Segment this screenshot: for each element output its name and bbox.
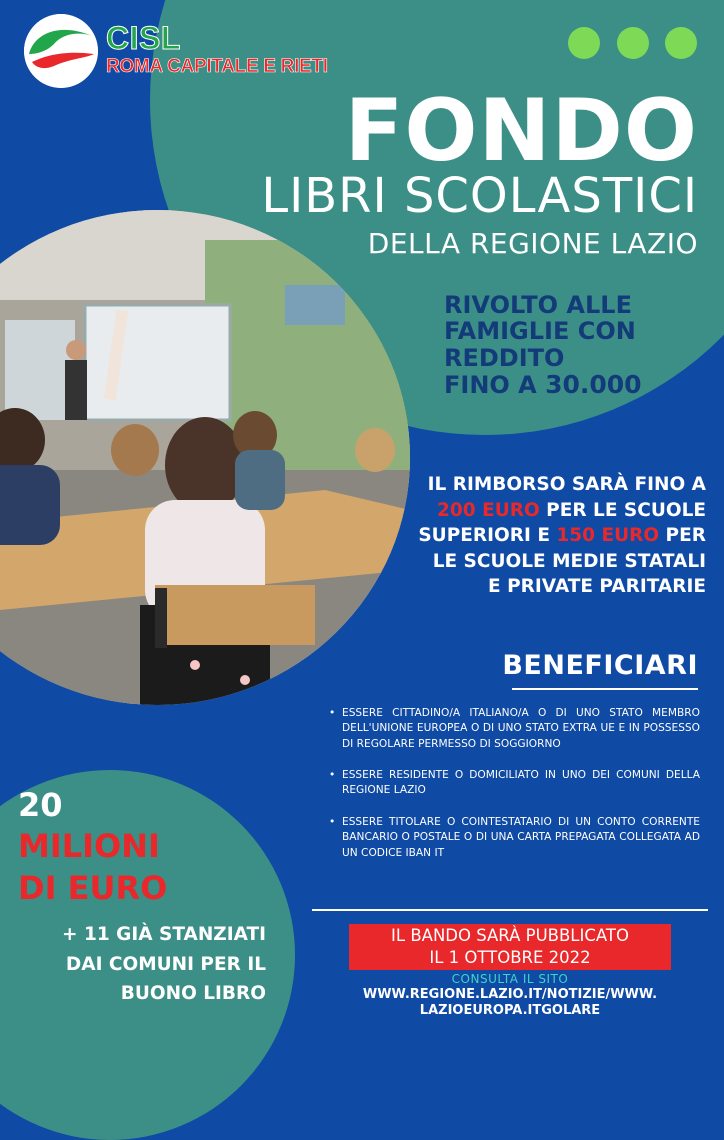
list-item: • ESSERE RESIDENTE O DOMICILIATO IN UNO DEI COMUNI DELLA REGIONE LAZIO (328, 768, 700, 799)
municipal-line: + 11 GIÀ STANZIATI (62, 924, 266, 945)
banner-line: IL BANDO SARÀ PUBBLICATO (391, 926, 629, 945)
fund-amount-line: DI EURO (18, 868, 168, 907)
reimbursement-line: IL RIMBORSO SARÀ FINO A (427, 474, 706, 495)
fund-number: 20 (18, 786, 63, 824)
green-dot-icon (568, 27, 600, 59)
publication-banner (349, 924, 671, 970)
website-line: WWW.REGIONE.LAZIO.IT/NOTIZIE/WWW. (362, 987, 658, 1002)
income-limit-line: FINO A 30.000 (444, 370, 642, 400)
beneficiaries-list (328, 706, 700, 877)
list-item: • ESSERE CITTADINO/A ITALIANO/A O DI UNO STATO MEMBRO DELL'UNIONE EUROPEA O DI UNO STATO EXTRA UE E IN POSSESSO DI REGOLARE PERMESSO DI SOGGIORNO (328, 706, 700, 752)
website-link[interactable] (340, 987, 680, 1019)
municipal-funds-text (62, 920, 266, 1009)
amount-superiori: 200 EURO (437, 499, 540, 521)
cisl-logo-icon (24, 14, 98, 88)
reimbursement-line: 200 EURO PER LE SCUOLE (437, 499, 706, 521)
reimbursement-line: LE SCUOLE MEDIE STATALI (432, 550, 706, 572)
municipal-line: BUONO LIBRO (120, 983, 266, 1005)
banner-line: IL 1 OTTOBRE 2022 (429, 948, 591, 967)
reimbursement-line: E PRIVATE PARITARIE (488, 576, 706, 598)
target-families-text (444, 292, 642, 399)
amount-medie: 150 EURO (556, 525, 660, 547)
brand-name: CISL (106, 20, 181, 56)
target-line: RIVOLTO ALLE (444, 291, 632, 319)
page-title: FONDO (344, 81, 698, 181)
target-line: REDDITO (444, 343, 565, 372)
website-line: LAZIOEUROPA.ITGOLARE (419, 1003, 601, 1018)
region-label: DELLA REGIONE LAZIO (367, 227, 698, 260)
bottom-divider (312, 909, 708, 911)
fund-amount-line: MILIONI (18, 827, 160, 865)
heading-divider (512, 688, 698, 690)
reimbursement-text (414, 472, 706, 600)
reimbursement-line: SUPERIORI E 150 EURO PER (418, 525, 706, 547)
municipal-line: DAI COMUNI PER IL (65, 953, 266, 975)
brand-subtitle: ROMA CAPITALE E RIETI (106, 56, 328, 77)
consult-site-label: CONSULTA IL SITO (451, 972, 569, 986)
income-limit-amount: 30.000 (545, 370, 642, 400)
cisl-logo-emblem (24, 14, 98, 88)
list-item: • ESSERE TITOLARE O COINTESTATARIO DI UN CONTO CORRENTE BANCARIO O POSTALE O DI UNA CARTA PREPAGATA COLLEGATA AD UN CODICE IBAN IT (328, 815, 700, 861)
green-dot-icon (617, 27, 649, 59)
fund-amount (18, 826, 167, 909)
page-subtitle: LIBRI SCOLASTICI (261, 168, 698, 224)
green-dot-icon (665, 27, 697, 59)
target-line: FAMIGLIE CON (444, 317, 636, 346)
beneficiaries-heading: BENEFICIARI (502, 650, 698, 681)
